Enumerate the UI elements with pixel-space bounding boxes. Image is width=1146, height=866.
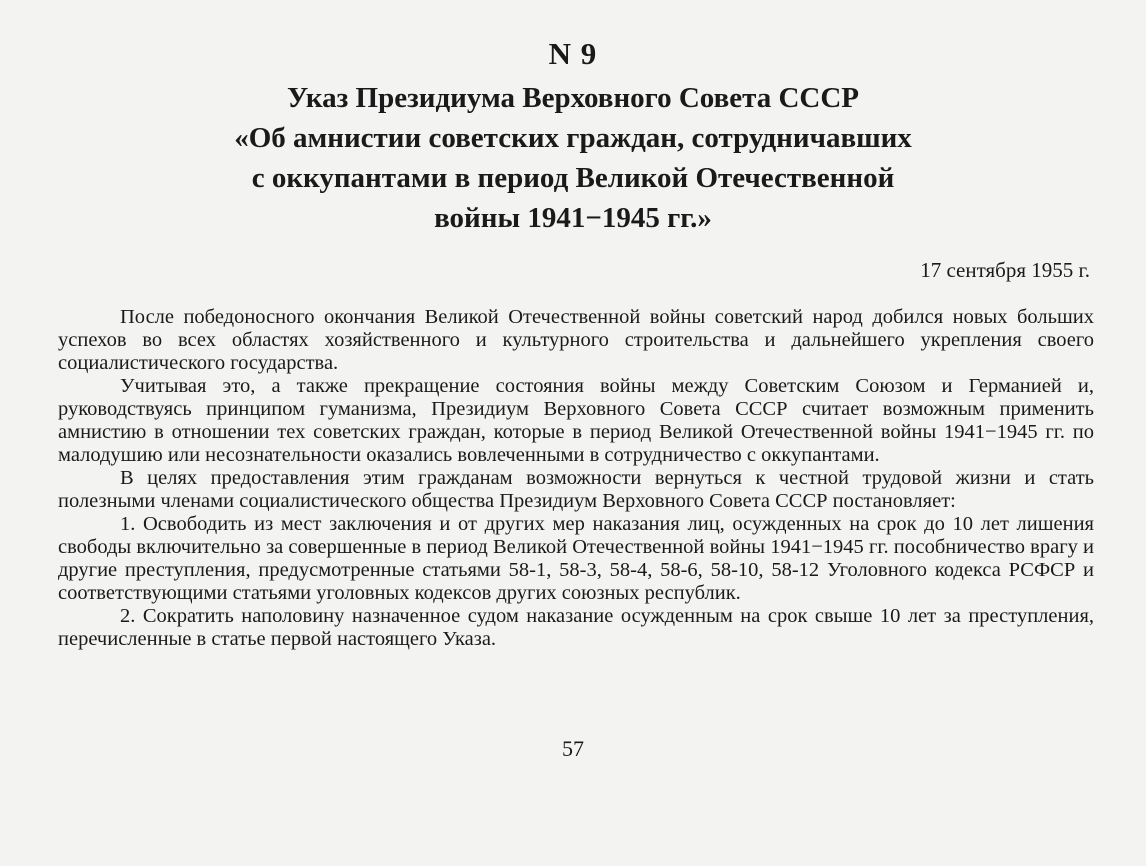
paragraph-resolution: В целях предоставления этим гражданам возможности вернуться к честной трудовой жизни и стать полезными членами социалистического общества Президиум Верховного Совета СССР постановляет: (58, 467, 1094, 512)
title-line-3: с оккупантами в период Великой Отечественной (251, 162, 895, 194)
title-line-1: Указ Президиума Верховного Совета СССР (286, 82, 860, 114)
paragraph-item-2: 2. Сократить наполовину назначенное судом наказание осужденным на срок свыше 10 лет за преступления, перечисленные в статье первой настоящего Указа. (58, 605, 1094, 650)
title-line-2: «Об амнистии советских граждан, сотрудничавших (234, 122, 912, 154)
document-title (100, 78, 1046, 238)
title-line-4: войны 1941−1945 гг.» (434, 202, 712, 234)
paragraph-item-1: 1. Освободить из мест заключения и от других мер наказания лиц, осужденных на срок до 10 лет лишения свободы включительно за совершенные в период Великой Отечественной войны 1941−1945 гг. пособничество врагу и другие преступления, предусмотренные статьями 58-1, 58-3, 58-4, 58-6, 58-10, 58-12 Уголовного кодекса РСФСР и соответствующими статьями уголовных кодексов других союзных республик. (58, 513, 1094, 604)
document-date: 17 сентября 1955 г. (920, 258, 1090, 282)
document-number: N 9 (548, 36, 598, 71)
document-body (58, 306, 1094, 651)
paragraph-considering: Учитывая это, а также прекращение состояния войны между Советским Союзом и Германией и, руководствуясь принципом гуманизма, Президиум Верховного Совета СССР считает возможным применить амнистию в отношении тех советских граждан, которые в период Великой Отечественной войны 1941−1945 гг. по малодушию или несознательности оказались вовлеченными в сотрудничество с оккупантами. (58, 375, 1094, 466)
page-number: 57 (562, 736, 584, 761)
paragraph-intro: После победоносного окончания Великой Отечественной войны советский народ добился новых больших успехов во всех областях хозяйственного и культурного строительства и дальнейшего укрепления своего социалистического государства. (58, 306, 1094, 374)
